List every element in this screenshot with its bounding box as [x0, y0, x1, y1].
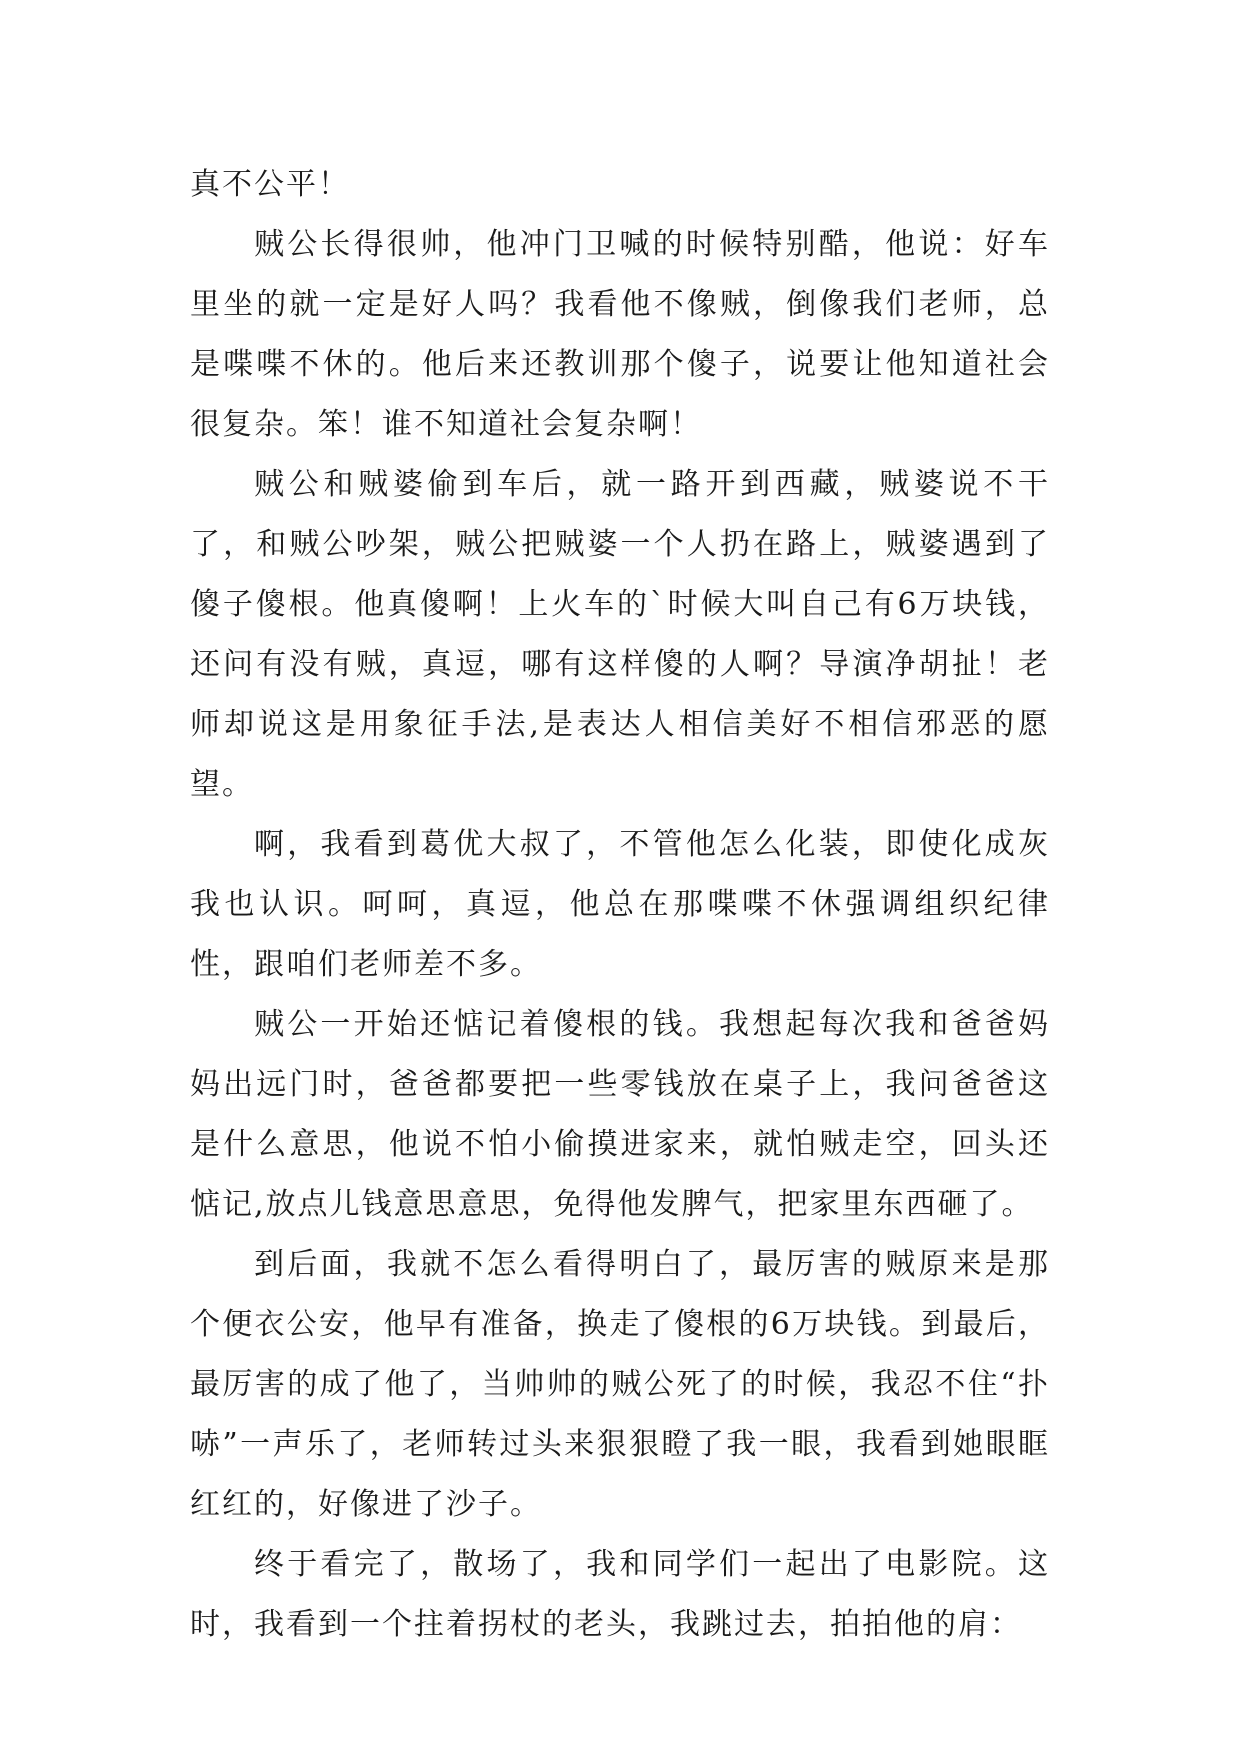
- paragraph: 贼公和贼婆偷到车后，就一路开到西藏，贼婆说不干了，和贼公吵架，贼公把贼婆一个人扔在路上，贼婆遇到了傻子傻根。他真傻啊！上火车的`时候大叫自己有6万块钱，还问有没有贼，真逗，哪有这样傻的人啊？导演净胡扯！老师却说这是用象征手法,是表达人相信美好不相信邪恶的愿望。: [190, 467, 1050, 802]
- paragraph: 贼公长得很帅，他冲门卫喊的时候特别酷，他说：好车里坐的就一定是好人吗？我看他不像贼，倒像我们老师，总是喋喋不休的。他后来还教训那个傻子，说要让他知道社会很复杂。笨！谁不知道社会复杂啊！: [190, 227, 1050, 442]
- paragraph: 贼公一开始还惦记着傻根的钱。我想起每次我和爸爸妈妈出远门时，爸爸都要把一些零钱放在桌子上，我问爸爸这是什么意思，他说不怕小偷摸进家来，就怕贼走空，回头还惦记,放点儿钱意思意思，免得他发脾气，把家里东西砸了。: [190, 1007, 1050, 1222]
- paragraph: 终于看完了，散场了，我和同学们一起出了电影院。这时，我看到一个拄着拐杖的老头，我跳过去，拍拍他的肩：: [190, 1547, 1050, 1642]
- paragraph-continuation: 真不公平！: [190, 167, 350, 202]
- paragraph: 啊，我看到葛优大叔了，不管他怎么化装，即使化成灰我也认识。呵呵，真逗，他总在那喋喋不休强调组织纪律性，跟咱们老师差不多。: [190, 827, 1050, 982]
- paragraph: 到后面，我就不怎么看得明白了，最厉害的贼原来是那个便衣公安，他早有准备，换走了傻根的6万块钱。到最后，最厉害的成了他了，当帅帅的贼公死了的时候，我忍不住“扑哧”一声乐了，老师转过头来狠狠瞪了我一眼，我看到她眼眶红红的，好像进了沙子。: [190, 1247, 1050, 1522]
- document-body: [190, 155, 1050, 1655]
